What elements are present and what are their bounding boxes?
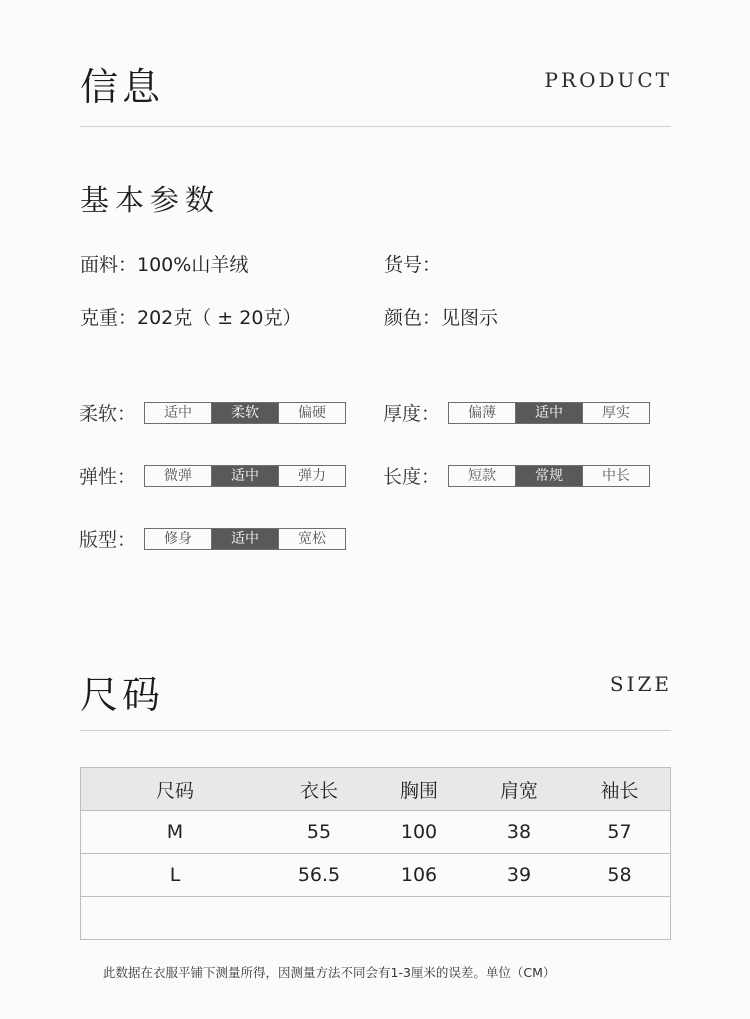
scale-elasticity xyxy=(79,462,346,489)
scale-thickness xyxy=(383,399,650,426)
scale-options xyxy=(448,465,650,487)
product-en-title: PRODUCT xyxy=(544,68,672,92)
scale-option: 修身 xyxy=(145,529,212,549)
size-table xyxy=(80,767,671,940)
scale-option: 短款 xyxy=(449,466,516,486)
scale-options xyxy=(144,528,346,550)
table-row xyxy=(81,811,671,854)
table-cell: M xyxy=(81,811,270,854)
size-en-title: SIZE xyxy=(609,672,672,696)
scale-option: 偏硬 xyxy=(298,404,326,421)
scale-options xyxy=(144,465,346,487)
scale-label: 版型： xyxy=(79,529,137,551)
table-cell xyxy=(469,897,569,940)
scale-option: 偏薄 xyxy=(449,403,516,423)
table-cell xyxy=(569,897,671,940)
scale-option: 厚实 xyxy=(602,404,630,421)
basic-params-title: 基本参数 xyxy=(80,183,221,217)
column-header: 衣长 xyxy=(269,768,369,811)
table-cell: 58 xyxy=(569,854,671,897)
info-divider xyxy=(80,126,671,127)
table-cell xyxy=(269,897,369,940)
weight-spec: 克重：202克（ ± 20克） xyxy=(80,307,302,329)
scale-option: 弹力 xyxy=(298,467,326,484)
scale-option: 微弹 xyxy=(145,466,212,486)
scale-label: 弹性： xyxy=(79,466,137,488)
column-header: 肩宽 xyxy=(469,768,569,811)
scale-option-selected: 适中 xyxy=(516,403,583,423)
size-title: 尺码 xyxy=(80,673,165,717)
scale-label: 柔软： xyxy=(79,403,137,425)
table-cell: 56.5 xyxy=(269,854,369,897)
table-cell: 100 xyxy=(369,811,469,854)
table-row xyxy=(81,854,671,897)
table-cell xyxy=(369,897,469,940)
item-number-spec: 货号： xyxy=(384,254,442,276)
measurement-note: 此数据在衣服平铺下测量所得，因测量方法不同会有1-3厘米的误差。单位（CM） xyxy=(103,965,556,980)
scale-label: 长度： xyxy=(383,466,441,488)
table-cell: 55 xyxy=(269,811,369,854)
scale-option-selected: 常规 xyxy=(516,466,583,486)
scale-option-selected: 适中 xyxy=(212,529,279,549)
scale-length xyxy=(383,462,650,489)
column-header: 袖长 xyxy=(569,768,671,811)
table-cell xyxy=(81,897,270,940)
column-header: 尺码 xyxy=(81,768,270,811)
table-cell: L xyxy=(81,854,270,897)
scale-option-selected: 柔软 xyxy=(212,403,279,423)
info-title: 信息 xyxy=(80,65,165,109)
column-header: 胸围 xyxy=(369,768,469,811)
scale-option: 中长 xyxy=(602,467,630,484)
scale-options xyxy=(448,402,650,424)
size-divider xyxy=(80,730,671,731)
scale-label: 厚度： xyxy=(383,403,441,425)
table-cell: 106 xyxy=(369,854,469,897)
scale-option: 适中 xyxy=(145,403,212,423)
fabric-spec: 面料：100%山羊绒 xyxy=(80,254,249,276)
table-header-row xyxy=(81,768,671,811)
table-row xyxy=(81,897,671,940)
color-spec: 颜色：见图示 xyxy=(384,307,499,329)
scale-option-selected: 适中 xyxy=(212,466,279,486)
scale-softness xyxy=(79,399,346,426)
table-cell: 39 xyxy=(469,854,569,897)
scale-option: 宽松 xyxy=(298,530,326,547)
scale-fit xyxy=(79,525,346,552)
table-cell: 38 xyxy=(469,811,569,854)
table-cell: 57 xyxy=(569,811,671,854)
scale-options xyxy=(144,402,346,424)
